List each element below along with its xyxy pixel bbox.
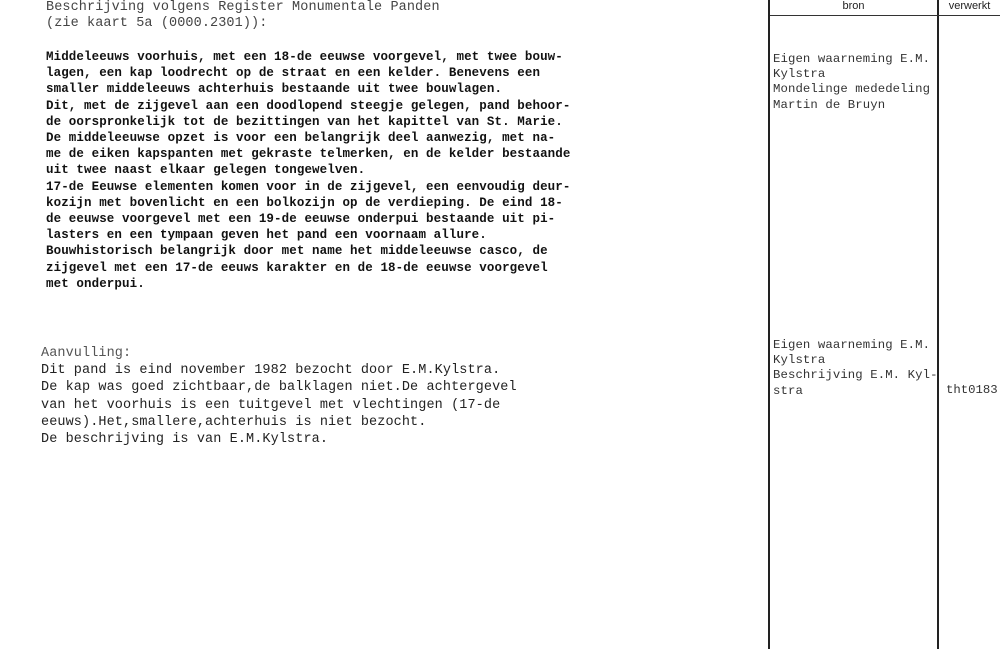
addition-line: van het voorhuis is een tuitgevel met vlechtingen (17-de xyxy=(41,397,501,413)
column-header-verwerkt: verwerkt xyxy=(948,0,991,12)
column-divider-verwerkt xyxy=(937,0,939,649)
description-line: de oorspronkelijk tot de bezittingen van het kapittel van St. Marie. xyxy=(46,114,563,129)
source-line: Beschrijving E.M. Kyl- xyxy=(773,368,938,383)
source-line: stra xyxy=(773,383,803,398)
description-line: lasters en een tympaan geven het pand een voornaam allure. xyxy=(46,228,487,243)
description-sources xyxy=(773,52,930,113)
source-line: Kylstra xyxy=(773,353,826,368)
column-header-bron: bron xyxy=(842,0,865,12)
document-header xyxy=(46,0,440,32)
description-line: Middeleeuws voorhuis, met een 18-de eeuwse voorgevel, met twee bouw- xyxy=(46,50,563,64)
source-line: Eigen waarneming E.M. xyxy=(773,338,931,352)
column-divider-bron xyxy=(768,0,770,649)
header-line: (zie kaart 5a (0000.2301)): xyxy=(46,16,268,31)
description-line: me de eiken kapspanten met gekraste telmerken, en de kelder bestaande xyxy=(46,147,571,162)
description-line: De middeleeuwse opzet is voor een belangrijk deel aanwezig, met na- xyxy=(46,131,556,146)
header-rule xyxy=(770,15,1000,16)
addition-text xyxy=(41,362,517,448)
header-line: Beschrijving volgens Register Monumentale Panden xyxy=(46,0,440,15)
description-line: uit twee naast elkaar gelegen tongewelven. xyxy=(46,163,366,178)
verwerkt-code: tht0183 xyxy=(946,383,998,397)
description-line: met onderpui. xyxy=(46,276,145,291)
addition-line: Dit pand is eind november 1982 bezocht door E.M.Kylstra. xyxy=(41,363,501,378)
addition-title: Aanvulling: xyxy=(41,346,132,361)
addition-line: De beschrijving is van E.M.Kylstra. xyxy=(41,432,329,448)
description-line: kozijn met bovenlicht en een bolkozijn op de verdieping. De eind 18- xyxy=(46,195,563,210)
source-line: Martin de Bruyn xyxy=(773,97,886,112)
addition-section xyxy=(41,346,517,448)
addition-sources xyxy=(773,338,938,399)
description-line: smaller middeleeuws achterhuis bestaande uit twee bouwlagen. xyxy=(46,82,503,97)
source-line: Eigen waarneming E.M. xyxy=(773,52,931,66)
description-line: Dit, met de zijgevel aan een doodlopend steegje gelegen, pand behoor- xyxy=(46,98,571,113)
description-line: de eeuwse voorgevel met een 19-de eeuwse onderpui bestaande uit pi- xyxy=(46,212,556,227)
source-line: Kylstra xyxy=(773,67,826,82)
source-line: Mondelinge mededeling xyxy=(773,82,931,97)
description-line: 17-de Eeuwse elementen komen voor in de zijgevel, een eenvoudig deur- xyxy=(46,179,571,194)
description-line: lagen, een kap loodrecht op de straat en een kelder. Benevens een xyxy=(46,66,541,81)
description-line: Bouwhistorisch belangrijk door met name het middeleeuwse casco, de xyxy=(46,244,548,259)
description-text xyxy=(46,49,570,292)
addition-line: eeuws).Het,smallere,achterhuis is niet bezocht. xyxy=(41,414,427,430)
description-line: zijgevel met een 17-de eeuws karakter en de 18-de eeuwse voorgevel xyxy=(46,260,548,275)
addition-line: De kap was goed zichtbaar,de balklagen niet.De achtergevel xyxy=(41,380,517,396)
